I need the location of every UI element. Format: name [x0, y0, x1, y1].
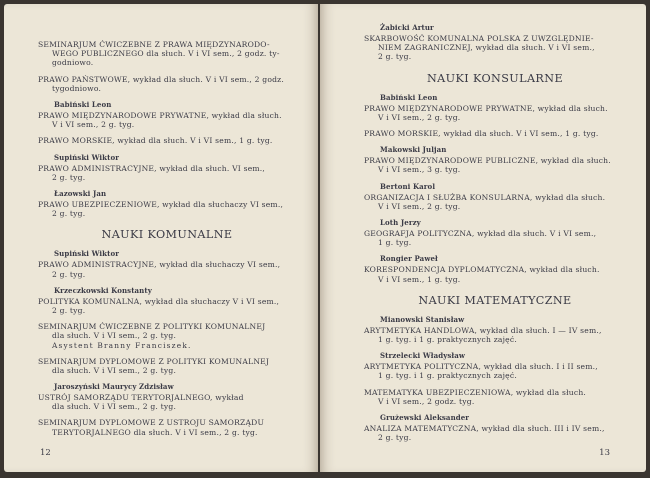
course-entry [38, 418, 296, 436]
page-number-left: 12 [40, 448, 51, 458]
right-page [320, 4, 646, 472]
right-page-content [364, 23, 626, 442]
course-detail-line: 1 g. tyg. i 1 g. praktycznych zajęć. [378, 371, 517, 381]
lecturer-name: Makowski Juljan [380, 145, 447, 155]
course-detail-line: 1 g. tyg. i 1 g. praktycznych zajęć. [378, 335, 517, 345]
course-detail-line: V i VI sem., 2 godz. tyg. [378, 396, 475, 406]
course-title-line: SEMINARJUM ĆWICZEBNE Z PRAWA MIĘDZYNARODO- [38, 40, 270, 49]
assistant-note: Asystent Branny Franciszek. [52, 340, 192, 350]
course-title-line: SEMINARJUM DYPLOMOWE Z POLITYKI KOMUNALNEJ [38, 356, 270, 366]
course-entry [38, 322, 296, 349]
course-entry [364, 34, 626, 62]
course-entry [38, 357, 296, 375]
left-page [4, 4, 318, 472]
lecturer-name: Grużewski Aleksander [380, 413, 470, 423]
course-entry [38, 75, 296, 93]
course-detail-line: TERYTORJALNEGO dla słuch. V i VI sem., 2 g. tyg. [52, 427, 258, 437]
course-entry [364, 265, 626, 283]
course-title-line: GEOGRAFJA POLITYCZNA, wykład dla słuch. V i VI sem., [364, 229, 597, 239]
course-detail-line: WEGO PUBLICZNEGO dla słuch. V i VI sem., 2 godz. ty- [52, 49, 280, 59]
course-detail-line: V i VI sem., 1 g. tyg. [378, 274, 461, 284]
course-title-line: ARYTMETYKA POLITYCZNA, wykład dla słuch. I i II sem., [364, 362, 598, 372]
course-entry [38, 111, 296, 129]
lecturer-name: Łazowski Jan [54, 189, 107, 199]
lecturer-name: Krzeczkowski Konstanty [54, 285, 152, 295]
course-detail-line: 2 g. tyg. [52, 306, 86, 316]
course-detail-line: NIEM ZAGRANICZNEJ, wykład dla słuch. V i VI sem., [378, 43, 595, 53]
course-entry [364, 156, 626, 174]
course-title-line: PRAWO MORSKIE, wykład dla słuch. V i VI sem., 1 g. tyg. [38, 136, 273, 146]
lecturer-name: Strzelecki Władysław [380, 351, 465, 361]
section-heading: NAUKI KONSULARNE [426, 71, 564, 85]
course-detail-line: dla słuch. V i VI sem., 2 g. tyg. [52, 365, 177, 375]
course-title-line: ANALIZA MATEMATYCZNA, wykład dla słuch. III i IV sem., [364, 424, 605, 434]
course-entry [38, 393, 296, 411]
course-entry [364, 104, 626, 122]
course-detail-line: 2 g. tyg. [378, 52, 412, 62]
lecturer-name: Supiński Wiktor [54, 249, 120, 259]
course-title-line: KORESPONDENCJA DYPLOMATYCZNA, wykład dla słuch. [364, 265, 600, 275]
course-title-line: PRAWO PAŃSTWOWE, wykład dla słuch. V i VI sem., 2 godz. [38, 74, 284, 84]
course-entry [38, 200, 296, 218]
lecturer-name: Babiński Leon [54, 100, 112, 110]
course-title-line: PRAWO ADMINISTRACYJNE, wykład dla słuchaczy VI sem., [38, 260, 281, 270]
course-title-line: SEMINARJUM ĆWICZEBNE Z POLITYKI KOMUNALNEJ [38, 322, 266, 332]
lecturer-name: Mianowski Stanisław [380, 314, 465, 324]
course-detail-line: tygodniowo. [52, 83, 102, 93]
lecturer-name: Jaroszyński Maurycy Zdzisław [54, 382, 174, 392]
course-entry [364, 388, 626, 406]
course-title-line: SEMINARJUM DYPLOMOWE Z USTROJU SAMORZĄDU [38, 418, 265, 428]
course-title-line: ARYTMETYKA HANDLOWA, wykład dla słuch. I — IV sem., [364, 325, 602, 335]
course-entry [364, 326, 626, 344]
course-detail-line: dla słuch. V i VI sem., 2 g. tyg. [52, 331, 177, 341]
course-entry [364, 193, 626, 211]
course-entry [364, 129, 626, 138]
course-detail-line: 2 g. tyg. [378, 433, 412, 443]
course-detail-line: dla słuch. V i VI sem., 2 g. tyg. [52, 402, 177, 412]
course-detail-line: V i VI sem., 2 g. tyg. [378, 112, 461, 122]
course-entry [38, 40, 296, 68]
section-heading: NAUKI KOMUNALNE [101, 228, 233, 242]
lecturer-name: Loth Jerzy [380, 218, 421, 228]
course-detail-line: 2 g. tyg. [52, 172, 86, 182]
course-title-line: PRAWO UBEZPIECZENIOWE, wykład dla słuchaczy VI sem., [38, 200, 284, 210]
course-title-line: PRAWO MORSKIE, wykład dla słuch. V i VI sem., 1 g. tyg. [364, 129, 599, 139]
lecturer-name: Żabicki Artur [380, 23, 434, 32]
course-detail-line: V i VI sem., 2 g. tyg. [52, 120, 135, 130]
course-entry [38, 297, 296, 315]
course-detail-line: 1 g. tyg. [378, 238, 412, 248]
course-detail-line: 2 g. tyg. [52, 209, 86, 219]
course-entry [364, 229, 626, 247]
course-title-line: PRAWO MIĘDZYNARODOWE PRYWATNE, wykład dla słuch. [38, 111, 282, 121]
course-title-line: USTRÓJ SAMORZĄDU TERYTORJALNEGO, wykład [38, 393, 244, 403]
course-detail-line: V i VI sem., 3 g. tyg. [378, 165, 461, 175]
course-title-line: MATEMATYKA UBEZPIECZENIOWA, wykład dla słuch. [364, 387, 587, 397]
lecturer-name: Supiński Wiktor [54, 152, 120, 162]
course-title-line: ORGANIZACJA I SŁUŻBA KONSULARNA, wykład dla słuch. [364, 192, 606, 202]
course-detail-line: godniowo. [52, 58, 94, 68]
course-entry [364, 424, 626, 442]
course-entry [38, 164, 296, 182]
section-heading: NAUKI MATEMATYCZNE [418, 293, 572, 307]
course-title-line: SKARBOWOŚĆ KOMUNALNA POLSKA Z UWZGLĘDNIE- [364, 34, 594, 43]
course-detail-line: V i VI sem., 2 g. tyg. [378, 201, 461, 211]
left-page-content [38, 40, 296, 437]
course-title-line: PRAWO MIĘDZYNARODOWE PRYWATNE, wykład dla słuch. [364, 103, 608, 113]
course-title-line: POLITYKA KOMUNALNA, wykład dla słuchaczy V i VI sem., [38, 296, 280, 306]
lecturer-name: Bertoni Karol [380, 181, 436, 191]
course-detail-line: 2 g. tyg. [52, 269, 86, 279]
course-entry [364, 362, 626, 380]
course-title-line: PRAWO MIĘDZYNARODOWE PUBLICZNE, wykład dla słuch. [364, 156, 611, 166]
lecturer-name: Rongier Paweł [380, 254, 438, 264]
course-entry [38, 136, 296, 145]
lecturer-name: Babiński Leon [380, 92, 438, 102]
course-title-line: PRAWO ADMINISTRACYJNE, wykład dla słuch. VI sem., [38, 163, 266, 173]
page-number-right: 13 [599, 448, 610, 458]
course-entry [38, 260, 296, 278]
